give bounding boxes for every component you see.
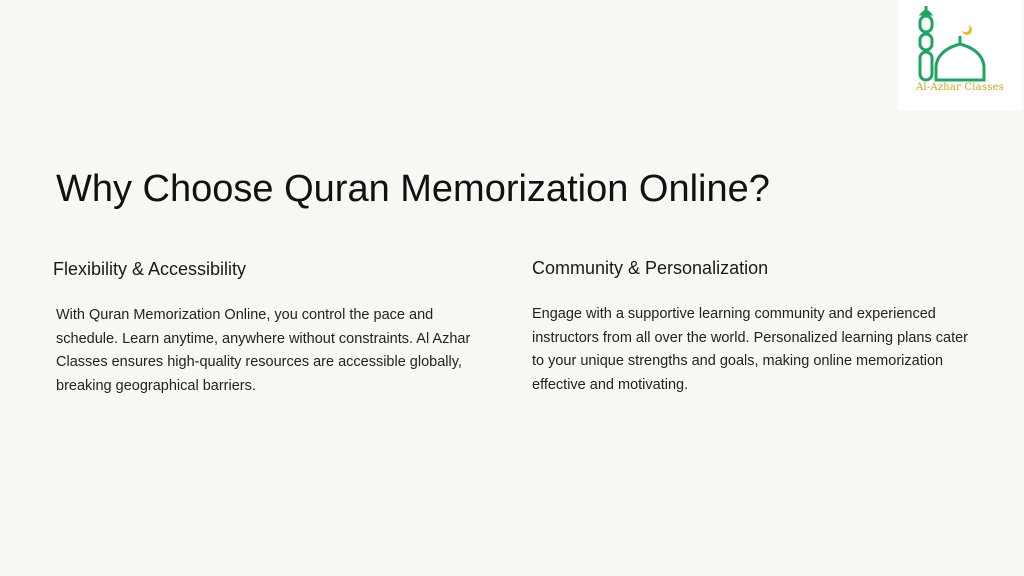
feature-column-flexibility <box>53 259 493 398</box>
feature-body: With Quran Memorization Online, you control the pace and schedule. Learn anytime, anywhere without constraints. Al Azhar Classes ensures high-quality resources are accessible globally, breaking geographical barriers. <box>56 307 471 394</box>
feature-heading: Community & Personalization <box>532 258 769 278</box>
page-title: Why Choose Quran Memorization Online? <box>56 168 770 210</box>
feature-body: Engage with a supportive learning community and experienced instructors from all over the world. Personalized learning plans cater to your unique strengths and goals, making online memorization effective and motivating. <box>532 306 969 393</box>
feature-heading: Flexibility & Accessibility <box>53 259 247 279</box>
logo <box>898 0 1022 110</box>
feature-column-community <box>532 258 972 397</box>
logo-text: Al-Azhar Classes <box>916 82 1004 93</box>
mosque-logo-icon <box>898 0 1022 110</box>
